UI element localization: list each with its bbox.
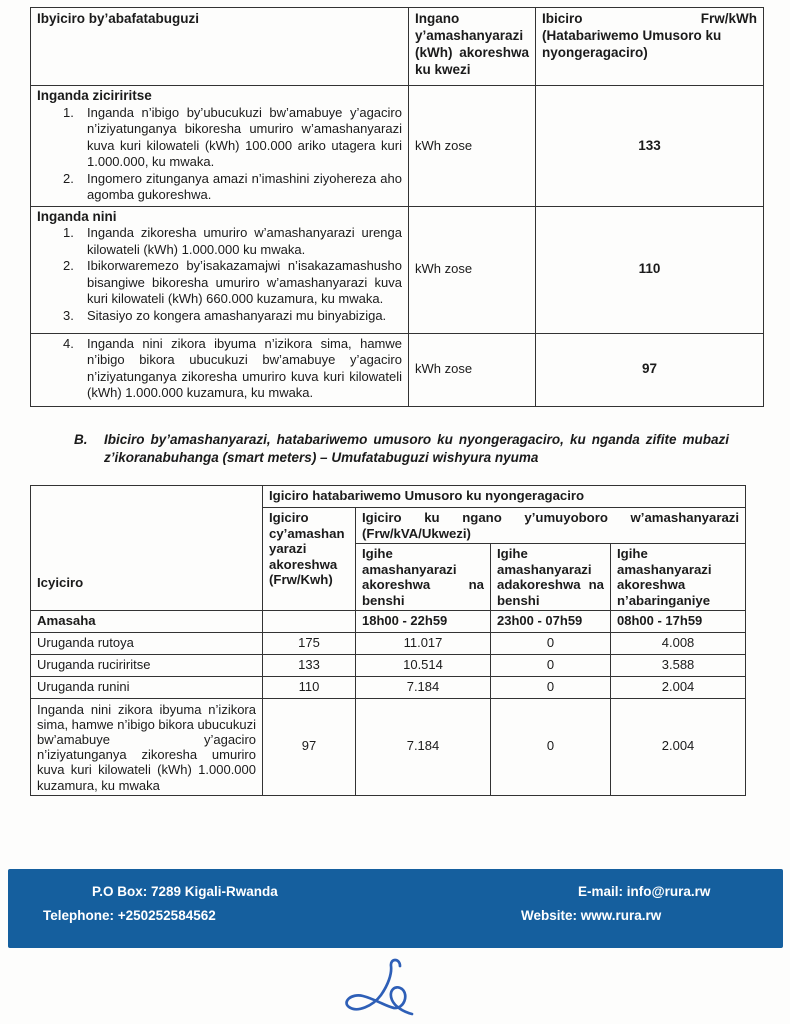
cell-energy-price: 97	[263, 698, 356, 795]
list-item-number: 4.	[63, 335, 74, 351]
empty-cell	[263, 611, 356, 633]
hours-row	[31, 611, 746, 633]
cell-usage: kWh zose	[409, 333, 536, 406]
cell-price: 133	[536, 86, 764, 207]
tariff-table-flat-rate	[30, 7, 764, 407]
list-item-text: Sitasiyo zo kongera amashanyarazi mu binyabiziga.	[87, 307, 387, 323]
header-price-line	[542, 10, 757, 27]
header-peak-period: Igihe amashanyarazi akoreshwa na benshi	[356, 544, 491, 611]
list-item-text: Inganda zikoresha umuriro w’amashanyarazi urenga kilowateli (kWh) 1.000.000 ku mwaka.	[87, 225, 402, 257]
cell-shoulder-value: 3.588	[611, 654, 746, 676]
category-heading: Inganda ziciriritse	[37, 88, 152, 103]
header-energy-price: Igiciro cy’amashan yarazi akoreshwa (Frw/Kwh)	[263, 508, 356, 611]
cell-amasaha-label: Amasaha	[31, 611, 263, 633]
cell-offpeak-value: 0	[491, 676, 611, 698]
cell-offpeak-hours: 23h00 - 07h59	[491, 611, 611, 633]
cell-peak-value: 7.184	[356, 676, 491, 698]
cell-shoulder-value: 2.004	[611, 698, 746, 795]
header-price-unit: Frw/kWh	[700, 11, 757, 26]
cell-category: Inganda nini zikora ibyuma n’izikora sima, hamwe n’ibigo bikora ubucukuzi bw’amabuye y’agaciro n’iziyatunganya zikoresha umuriro kuva kuri kilowateli (kWh) 1.000.000 kuzamura, ku mwaka	[31, 698, 263, 795]
cell-shoulder-hours: 08h00 - 17h59	[611, 611, 746, 633]
cell-energy-price: 133	[263, 654, 356, 676]
footer-telephone: Telephone: +250252584562	[43, 908, 216, 923]
cell-price: 97	[536, 333, 764, 406]
tariff-table-smart-meters	[30, 485, 746, 796]
cell-shoulder-value: 2.004	[611, 676, 746, 698]
cell-usage: kWh zose	[409, 206, 536, 333]
cell-offpeak-value: 0	[491, 698, 611, 795]
cell-peak-hours: 18h00 - 22h59	[356, 611, 491, 633]
header-price	[536, 8, 764, 86]
list-item	[63, 171, 402, 204]
table-row	[31, 206, 764, 333]
cell-offpeak-value: 0	[491, 654, 611, 676]
table-row	[31, 654, 746, 676]
footer-po-box: P.O Box: 7289 Kigali-Rwanda	[92, 884, 278, 899]
list-item-number: 3.	[63, 307, 74, 323]
list-item-number: 1.	[63, 104, 74, 120]
list-item-number: 2.	[63, 258, 74, 273]
list-item	[63, 308, 402, 325]
cell-usage: kWh zose	[409, 86, 536, 207]
section-b-text: Ibiciro by’amashanyarazi, hatabariwemo umusoro ku nyongeragaciro, ku nganda zifite mubazi z’ikoranabuhanga (smart meters) – Umufatabuguzi wishyura nyuma	[104, 432, 729, 465]
header-shoulder-period: Igihe amashanyarazi akoreshwa n’abaringaniye	[611, 544, 746, 611]
list-item-number: 2.	[63, 170, 74, 186]
table-row	[31, 698, 746, 795]
cell-shoulder-value: 4.008	[611, 632, 746, 654]
list-item-text: Ibikorwaremezo by’isakazamajwi n’isakazamashusho bisangiwe bikoresha umuriro w’amashanyarazi kuva kuri kilowateli (kWh) 660.000 kuzamura, ku mwaka.	[87, 258, 402, 306]
header-price-title: Ibiciro	[542, 11, 583, 26]
category-list	[37, 336, 402, 402]
category-list	[37, 105, 402, 204]
header-icyiciro: Icyiciro	[31, 486, 263, 611]
signature-mark	[338, 954, 423, 1018]
header-energy-amount: Ingano y’amashanyarazi (kWh) akoreshwa ku kwezi	[409, 8, 536, 86]
cell-category	[31, 333, 409, 406]
list-item-number: 1.	[63, 225, 74, 240]
table-row	[31, 333, 764, 406]
cell-peak-value: 11.017	[356, 632, 491, 654]
header-price-note: (Hatabariwemo Umusoro ku nyongeragaciro)	[542, 28, 722, 60]
cell-offpeak-value: 0	[491, 632, 611, 654]
footer-contact-band	[8, 869, 783, 948]
cell-category: Uruganda ruciriritse	[31, 654, 263, 676]
header-offpeak-period: Igihe amashanyarazi adakoreshwa na benshi	[491, 544, 611, 611]
list-item-text: Inganda nini zikora ibyuma n’izikora sima, hamwe n’ibigo bikora ubucukuzi bw’amabuye y’agaciro n’iziyatunganya zikoresha umuriro kuva kuri kilowateli (kWh) 1.000.000 kuzamura, ku mwaka.	[87, 335, 402, 400]
cell-category	[31, 86, 409, 207]
category-list	[37, 225, 402, 324]
header-customer-categories: Ibyiciro by’abafatabuguzi	[31, 8, 409, 86]
cell-category: Uruganda runini	[31, 676, 263, 698]
category-heading: Inganda nini	[37, 208, 117, 224]
header-main: Igiciro hatabariwemo Umusoro ku nyongeragaciro	[263, 486, 746, 508]
table-row	[31, 632, 746, 654]
section-b-label: B.	[74, 432, 88, 447]
list-item	[63, 105, 402, 171]
cell-peak-value: 10.514	[356, 654, 491, 676]
list-item	[63, 258, 402, 308]
table-header-row	[31, 486, 746, 508]
table-row	[31, 86, 764, 207]
footer-email: E-mail: info@rura.rw	[578, 884, 711, 899]
table-row	[31, 676, 746, 698]
list-item	[63, 225, 402, 258]
cell-category	[31, 206, 409, 333]
cell-category: Uruganda rutoya	[31, 632, 263, 654]
cell-peak-value: 7.184	[356, 698, 491, 795]
list-item-text: Inganda n’ibigo by’ubucukuzi bw’amabuye y’agaciro n’iziyatunganya bikoresha umuriro w’amashanyarazi kuva kuri kilowateli (kWh) 100.000 ariko utagera kuri 1.000.000, ku mwaka.	[87, 104, 402, 169]
table-header-row	[31, 8, 764, 86]
list-item-text: Ingomero zitunganya amazi n’imashini ziyohereza aho agomba gukoreshwa.	[87, 170, 402, 202]
header-capacity-price: Igiciro ku ngano y’umuyoboro w’amashanyarazi (Frw/kVA/Ukwezi)	[356, 508, 746, 544]
cell-energy-price: 110	[263, 676, 356, 698]
cell-price: 110	[536, 206, 764, 333]
section-b-heading	[74, 431, 729, 466]
cell-energy-price: 175	[263, 632, 356, 654]
list-item	[63, 336, 402, 402]
footer-website: Website: www.rura.rw	[521, 908, 662, 923]
